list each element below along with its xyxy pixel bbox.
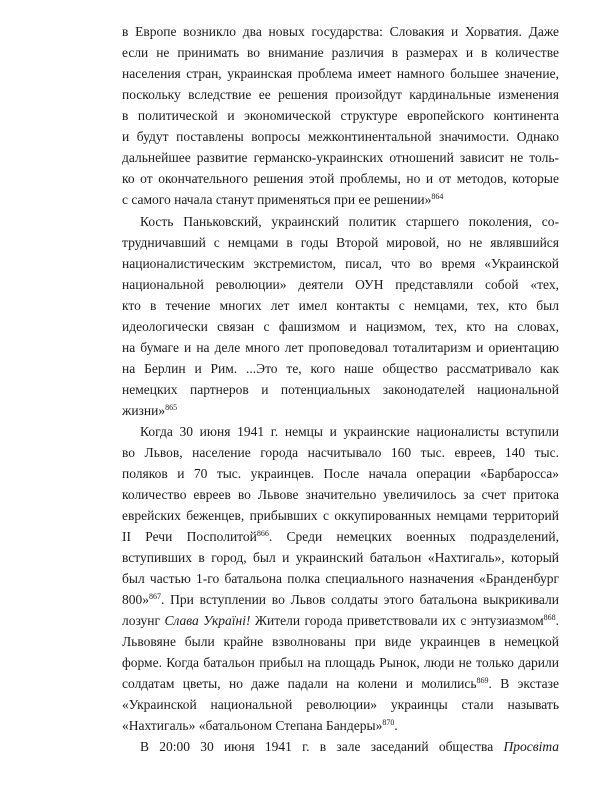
text-line: идеологически связан с фашизмом и нацизмом, тех, кто на словах, xyxy=(122,319,559,334)
text-line: количество евреев во Львове значительно увеличилось за счет притока xyxy=(122,487,559,502)
text-line: на Берлин и Рим. ...Это те, кого наше общество рассматривало как xyxy=(122,361,559,376)
text-line: солдатам цветы, но даже падали на колени и молились$^{869}$. В экстазе xyxy=(122,676,559,691)
text-line: с самого начала станут применяться при ее решении»$^{864}$ xyxy=(122,192,444,207)
footnote-ref: 870 xyxy=(382,718,395,727)
text-line: вступивших в город, был и украинский батальон «Нахтигаль», который xyxy=(122,550,559,565)
text-line: «Нахтигаль» «батальоном Степана Бандеры»$^{870}$. xyxy=(122,718,398,733)
text-line: немецких партнеров и потенциальных законодателей национальной xyxy=(122,382,559,397)
text-line: Кость Паньковский, украинский политик старшего поколения, со- xyxy=(140,214,559,229)
text-line: в Европе возникло два новых государства: Словакия и Хорватия. Даже xyxy=(122,24,559,39)
text-line: националистическим экстремистом, писал, что во время «Украинской xyxy=(122,256,559,271)
text-line: ко от окончательного решения этой проблемы, но и от методов, которые xyxy=(122,171,559,186)
text-line: во Львов, население города насчитывало 160 тыс. евреев, 140 тыс. xyxy=(122,445,559,460)
text-line: и будут поставлены вопросы межконтинентальной значимости. Однако xyxy=(122,129,559,144)
text-line: Когда 30 июня 1941 г. немцы и украинские националисты вступили xyxy=(140,424,559,439)
text-line: В 20:00 30 июня 1941 г. в зале заседаний общества Просвіта xyxy=(140,739,559,754)
italic-phrase: Просвіта xyxy=(503,739,559,754)
text-line: кто в течение многих лет имел контакты с немцами, тех, кто был xyxy=(122,298,559,313)
text-line: если не принимать во внимание различия в размерах и в количестве xyxy=(122,45,559,60)
text-line: трудничавший с немцами в годы Второй мировой, но не являвшийся xyxy=(122,235,559,250)
text-line: Львовяне были крайне взволнованы при виде украинцев в немецкой xyxy=(122,634,559,649)
text-line: жизни»$^{865}$ xyxy=(122,403,178,418)
text-line: лозунг Слава Україні! Жители города приветствовали их с энтузиазмом$^{868}$. xyxy=(122,613,559,628)
italic-phrase: Слава Україні! xyxy=(164,613,251,628)
footnote-ref: 866 xyxy=(256,529,269,538)
text-line: дальнейшее развитие германско-украинских отношений зависит не толь- xyxy=(122,150,559,165)
text-line: был частью 1-го батальона полка специального назначения «Бранденбург xyxy=(122,571,559,586)
text-line: 800»$^{867}$. При вступлении во Львов солдаты этого батальона выкрикивали xyxy=(122,592,559,607)
footnote-ref: 865 xyxy=(165,403,178,412)
text-line: населения стран, украинская проблема имеет намного большее значение, xyxy=(122,66,559,81)
footnote-ref: 869 xyxy=(476,676,489,685)
text-line: «Украинской национальной революции» украинцы стали называть xyxy=(122,697,559,712)
footnote-ref: 864 xyxy=(431,192,444,201)
text-line: на бумаге и на деле много лет проповедовал тоталитаризм и ориентацию xyxy=(122,340,559,355)
text-line: поляков и 70 тыс. украинцев. После начала операции «Барбаросса» xyxy=(122,466,559,481)
text-line: поскольку вследствие ее решения произойдут кардинальные изменения xyxy=(122,87,559,102)
text-line: форме. Когда батальон прибыл на площадь Рынок, люди не только дарили xyxy=(122,655,559,670)
text-line: еврейских беженцев, прибывших с оккупированных немцами территорий xyxy=(122,508,559,523)
text-line: II Речи Посполитой$^{866}$. Среди немецких военных подразделений, xyxy=(122,529,559,544)
footnote-ref: 867 xyxy=(149,592,161,601)
text-line: в политической и экономической структуре европейского континента xyxy=(122,108,559,123)
footnote-ref: 868 xyxy=(543,613,556,622)
text-line: национальной революции» деятели ОУН представляли собой «тех, xyxy=(122,277,559,292)
